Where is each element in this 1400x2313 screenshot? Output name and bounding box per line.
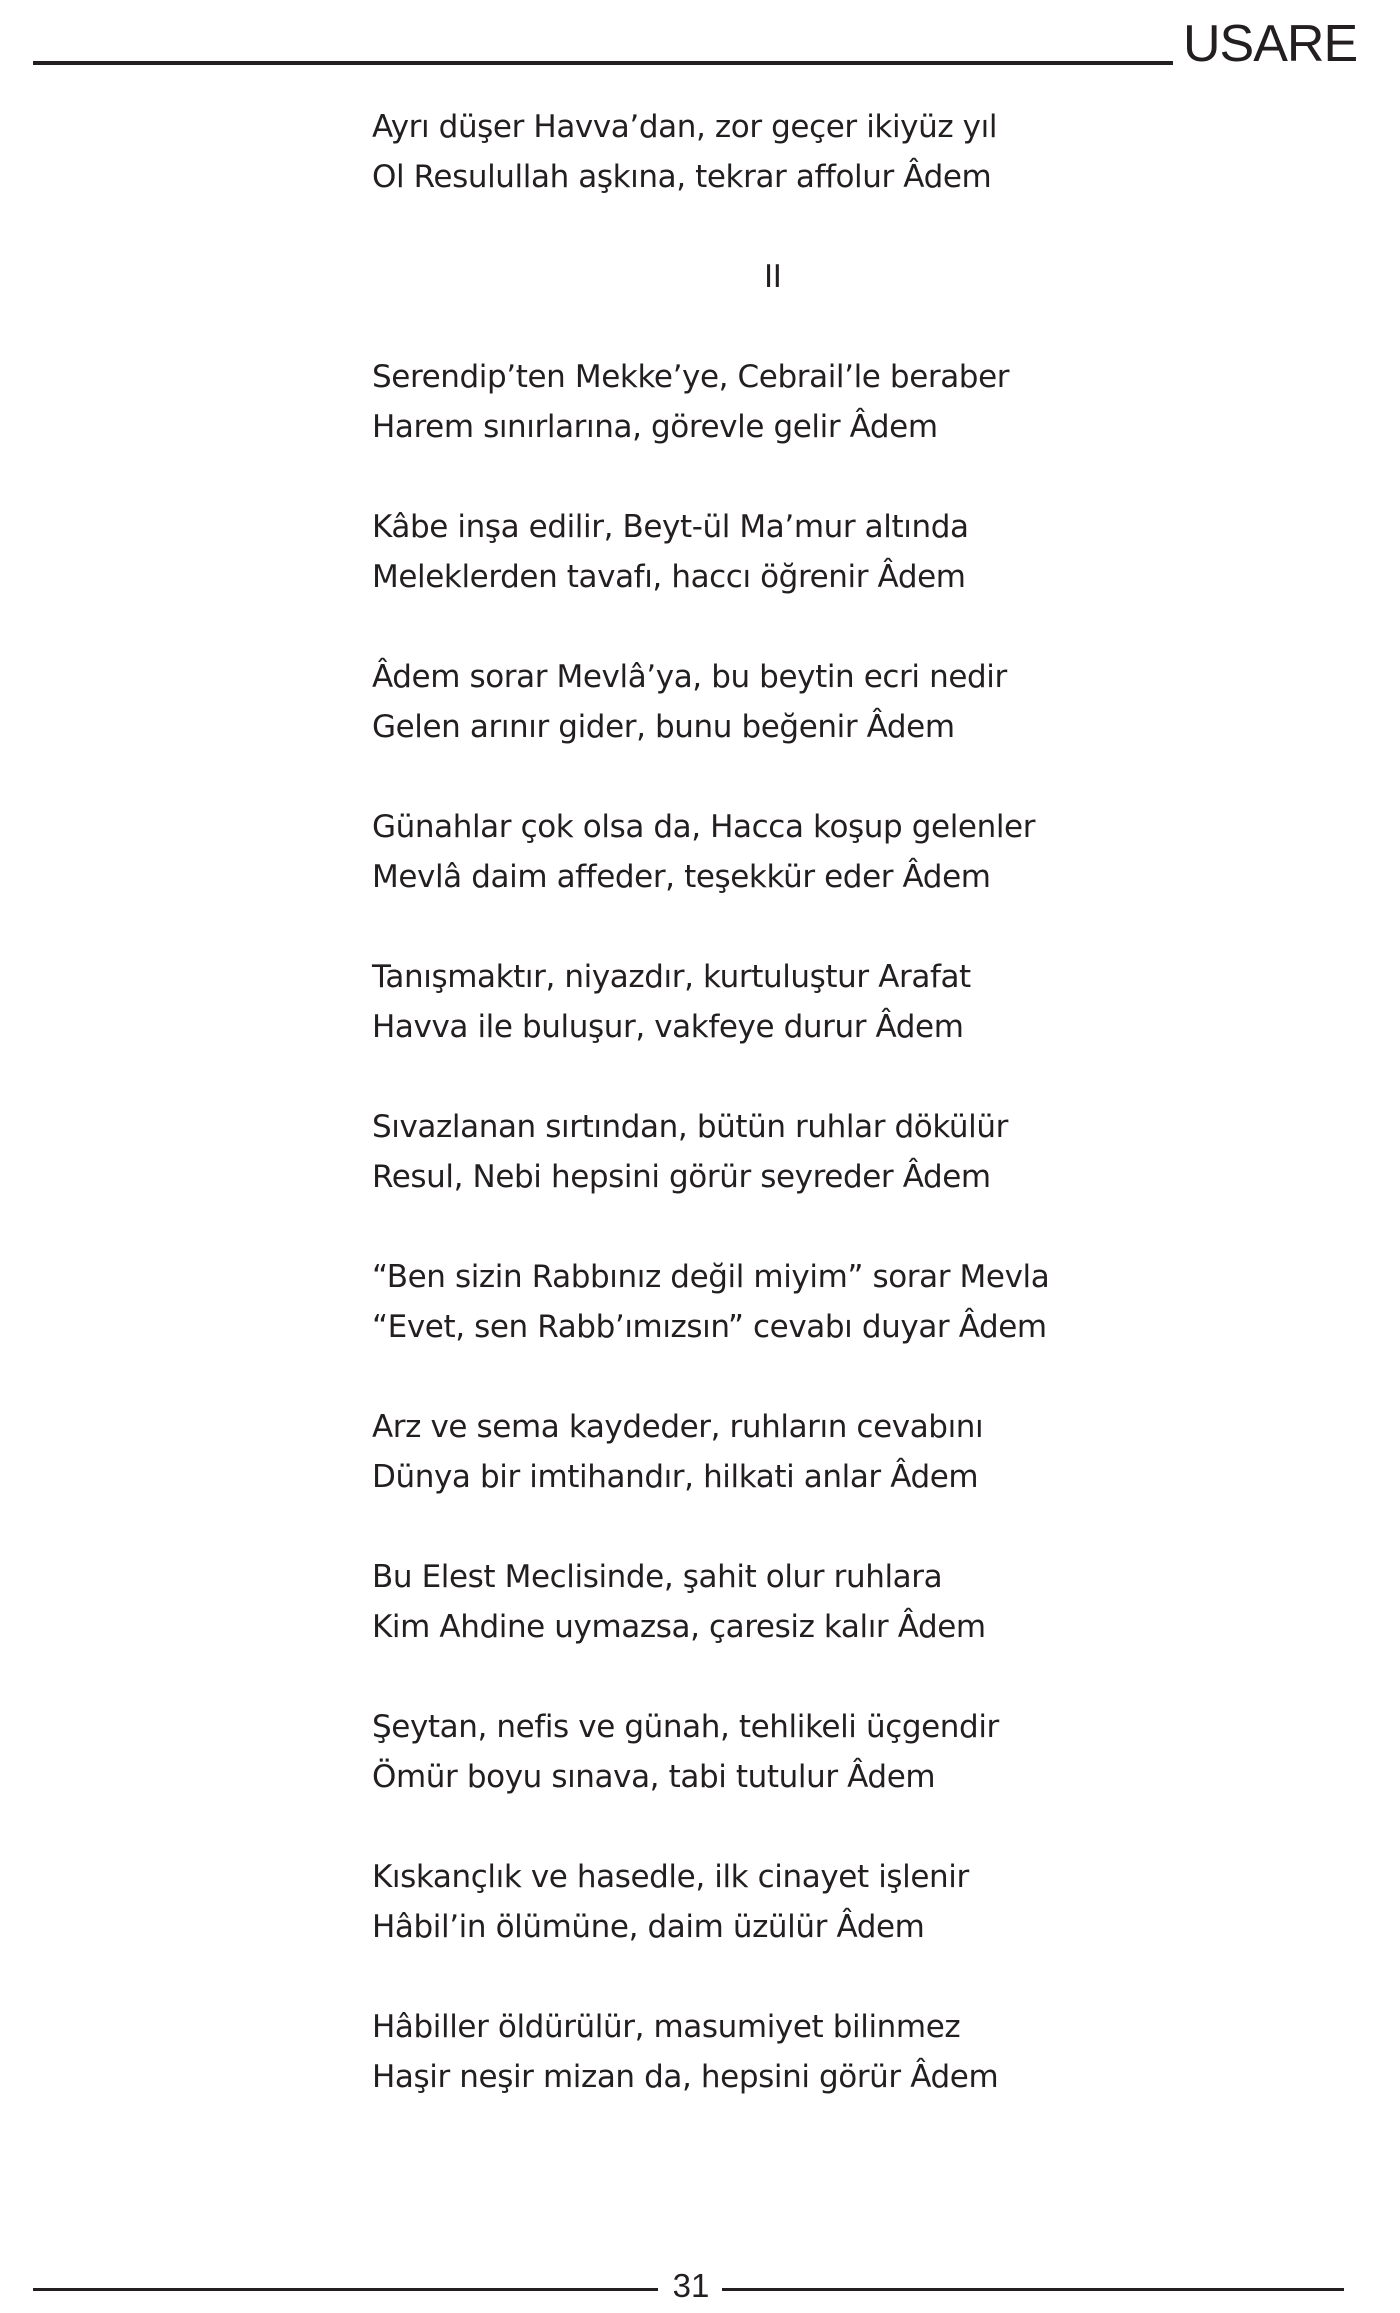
poem-line: Ol Resulullah aşkına, tekrar affolur Âdem — [372, 159, 992, 195]
poem-line: Şeytan, nefis ve günah, tehlikeli üçgendir — [372, 1709, 999, 1745]
stanza — [372, 802, 1272, 902]
poem — [372, 102, 1272, 2102]
stanza — [372, 1402, 1272, 1502]
stanza — [372, 1552, 1272, 1652]
page-footer — [0, 2266, 1400, 2306]
section-marker: II — [764, 259, 782, 295]
page-number: 31 — [672, 2267, 710, 2304]
stanza-gap — [372, 1352, 1272, 1402]
stanza-gap — [372, 602, 1272, 652]
header-rule — [33, 61, 1173, 65]
poem-line: Resul, Nebi hepsini görür seyreder Âdem — [372, 1159, 991, 1195]
poem-line: Kim Ahdine uymazsa, çaresiz kalır Âdem — [372, 1609, 986, 1645]
poem-line: Ayrı düşer Havva’dan, zor geçer ikiyüz yıl — [372, 109, 998, 145]
poem-line: Sıvazlanan sırtından, bütün ruhlar dökülür — [372, 1109, 1008, 1145]
poem-line: “Ben sizin Rabbınız değil miyim” sorar Mevla — [372, 1259, 1050, 1295]
poem-line: “Evet, sen Rabb’ımızsın” cevabı duyar Âdem — [372, 1309, 1047, 1345]
poem-line: Tanışmaktır, niyazdır, kurtuluştur Arafat — [372, 959, 971, 995]
poem-line: Arz ve sema kaydeder, ruhların cevabını — [372, 1409, 984, 1445]
stanza — [372, 1852, 1272, 1952]
stanza-gap — [372, 902, 1272, 952]
poem-line: Kâbe inşa edilir, Beyt-ül Ma’mur altında — [372, 509, 969, 545]
stanza-gap — [372, 1502, 1272, 1552]
poem-line: Âdem sorar Mevlâ’ya, bu beytin ecri nedir — [372, 659, 1007, 695]
journal-title: USARE — [1183, 15, 1358, 73]
footer-rule-left — [33, 2288, 658, 2291]
stanza-gap — [372, 302, 1272, 352]
poem-line: Günahlar çok olsa da, Hacca koşup gelenler — [372, 809, 1036, 845]
stanza-gap — [372, 752, 1272, 802]
stanza — [372, 502, 1272, 602]
poem-line: Meleklerden tavafı, haccı öğrenir Âdem — [372, 559, 966, 595]
stanza — [372, 2002, 1272, 2102]
poem-line: Havva ile buluşur, vakfeye durur Âdem — [372, 1009, 964, 1045]
stanza — [372, 1702, 1272, 1802]
poem-line: Hâbiller öldürülür, masumiyet bilinmez — [372, 2009, 961, 2045]
poem-line: Dünya bir imtihandır, hilkati anlar Âdem — [372, 1459, 979, 1495]
stanza-gap — [372, 1652, 1272, 1702]
poem-line: Gelen arınır gider, bunu beğenir Âdem — [372, 709, 955, 745]
stanza-gap — [372, 1052, 1272, 1102]
stanza — [372, 952, 1272, 1052]
footer-rule-right — [722, 2288, 1344, 2291]
stanza — [372, 1252, 1272, 1352]
stanza-gap — [372, 1802, 1272, 1852]
poem-line: Hâbil’in ölümüne, daim üzülür Âdem — [372, 1909, 925, 1945]
poem-line: Kıskançlık ve hasedle, ilk cinayet işlenir — [372, 1859, 969, 1895]
stanza-gap — [372, 1202, 1272, 1252]
poem-line: Haşir neşir mizan da, hepsini görür Âdem — [372, 2059, 999, 2095]
stanza-gap — [372, 452, 1272, 502]
stanza — [372, 1102, 1272, 1202]
opening-stanza — [372, 102, 1272, 202]
poem-line: Mevlâ daim affeder, teşekkür eder Âdem — [372, 859, 991, 895]
poem-line: Bu Elest Meclisinde, şahit olur ruhlara — [372, 1559, 943, 1595]
stanza-gap — [372, 1952, 1272, 2002]
poem-line: Serendip’ten Mekke’ye, Cebrail’le beraber — [372, 359, 1010, 395]
stanza — [372, 352, 1272, 452]
poem-line: Ömür boyu sınava, tabi tutulur Âdem — [372, 1759, 936, 1795]
poem-line: Harem sınırlarına, görevle gelir Âdem — [372, 409, 938, 445]
stanza-gap — [372, 202, 1272, 252]
stanza — [372, 652, 1272, 752]
